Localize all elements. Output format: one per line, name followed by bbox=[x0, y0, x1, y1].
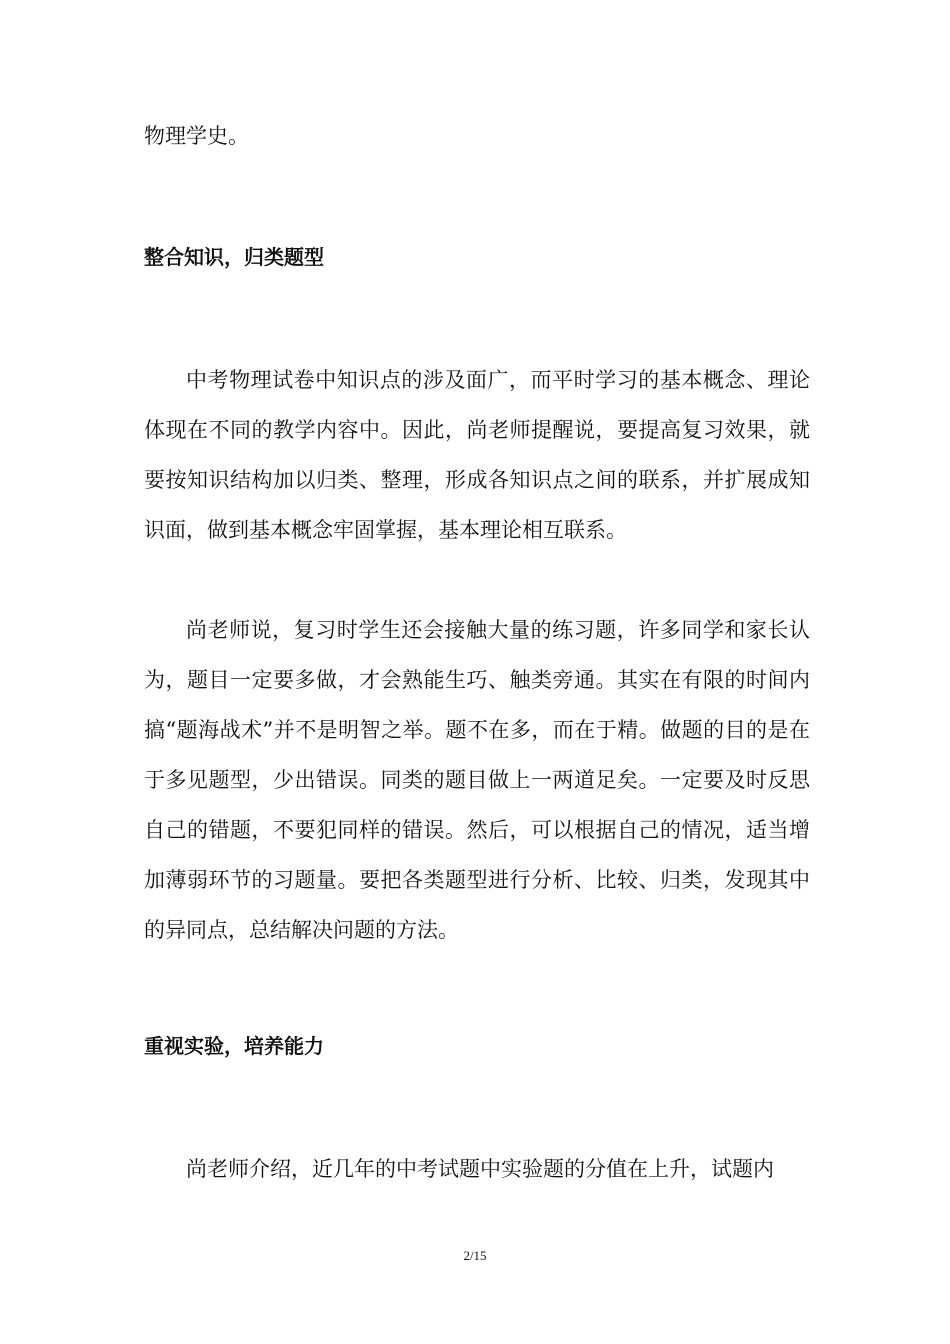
page-number: 2/15 bbox=[463, 1248, 487, 1263]
continued-text-line: 物理学史。 bbox=[144, 124, 249, 148]
paragraph-experiments-intro: 尚老师介绍，近几年的中考试题中实验题的分值在上升，试题内 bbox=[186, 1157, 774, 1181]
paragraph-knowledge-structure: 中考物理试卷中知识点的涉及面广，而平时学习的基本概念、理论体现在不同的教学内容中。因此，尚老师提醒说，要提高复习效果，就要按知识结构加以归类、整理，形成各知识点之间的联系，并扩展成知识面，做到基本概念牢固掌握，基本理论相互联系。 bbox=[144, 368, 810, 542]
section-heading-integrate-knowledge: 整合知识，归类题型 bbox=[144, 245, 324, 269]
paragraph-practice-questions: 尚老师说，复习时学生还会接触大量的练习题，许多同学和家长认为，题目一定要多做，才会熟能生巧、触类旁通。其实在有限的时间内搞“题海战术”并不是明智之举。题不在多，而在于精。做题的目的是在于多见题型，少出错误。同类的题目做上一两道足矣。一定要及时反思自己的错题，不要犯同样的错误。然后，可以根据自己的情况，适当增加薄弱环节的习题量。要把各类题型进行分析、比较、归类，发现其中的异同点，总结解决问题的方法。 bbox=[144, 618, 810, 942]
section-heading-experiments: 重视实验，培养能力 bbox=[144, 1034, 324, 1058]
